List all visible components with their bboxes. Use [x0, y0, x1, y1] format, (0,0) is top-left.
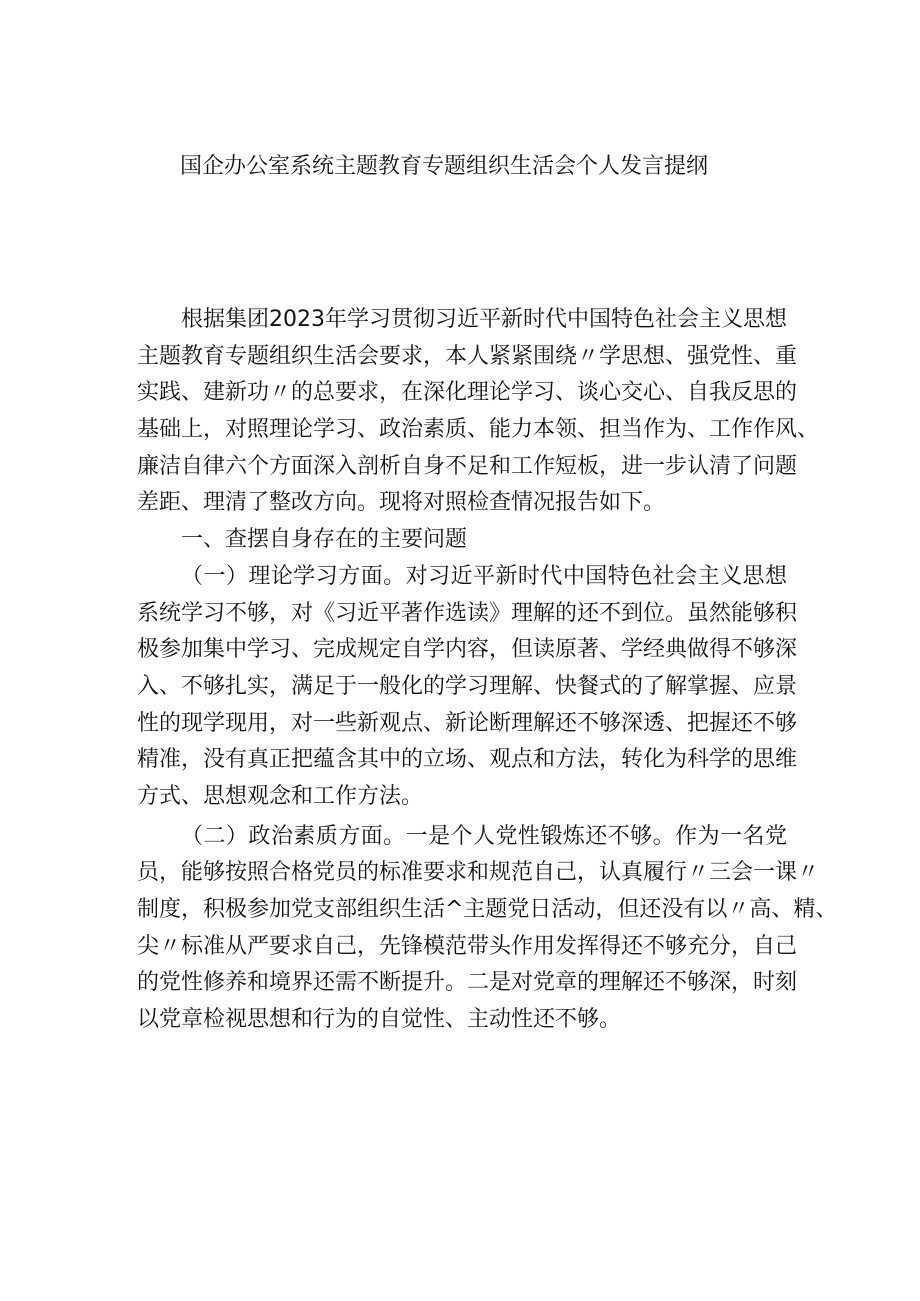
text-line: 主题教育专题组织生活会要求，本人紧紧围绕〃学思想、强党性、重 [137, 343, 798, 369]
document-title: 国企办公室系统主题教育专题组织生活会个人发言提纲 [180, 154, 709, 179]
paragraph-intro [137, 302, 820, 522]
text-line: 系统学习不够，对《习近平著作选读》理解的还不到位。虽然能够积 [137, 600, 798, 626]
paragraph-political-quality [137, 819, 838, 1039]
text-line: 实践、建新功〃的总要求，在深化理论学习、谈心交心、自我反思的 [137, 380, 798, 406]
text-line: 入、不够扎实，满足于一般化的学习理解、快餐式的了解掌握、应景 [137, 673, 798, 699]
text-line: 制度，积极参加党支部组织生活^主题党日活动，但还没有以〃高、精、 [137, 897, 838, 922]
text-line: 性的现学现用，对一些新观点、新论断理解还不够深透、把握还不够 [137, 710, 798, 736]
text-line: 基础上，对照理论学习、政治素质、能力本领、担当作为、工作作风、 [137, 417, 820, 443]
text-line: 根据集团2023年学习贯彻习近平新时代中国特色社会主义思想 [181, 307, 787, 332]
text-line: 差距、理清了整改方向。现将对照检查情况报告如下。 [137, 490, 666, 516]
paragraph-theory-study [137, 559, 798, 816]
section-heading [137, 522, 787, 559]
text-line: 一、查摆自身存在的主要问题 [181, 527, 468, 553]
text-line: （二）政治素质方面。一是个人党性锻炼还不够。作为一名党 [181, 823, 787, 849]
document-body [137, 302, 838, 1039]
text-line: 方式、思想观念和工作方法。 [137, 783, 424, 809]
text-line: （一）理论学习方面。对习近平新时代中国特色社会主义思想 [181, 563, 787, 589]
text-line: 极参加集中学习、完成规定自学内容，但读原著、学经典做得不够深 [137, 637, 798, 663]
text-line: 尖〃标准从严要求自己，先锋模范带头作用发挥得还不够充分，自己 [137, 933, 798, 959]
text-line: 的党性修养和境界还需不断提升。二是对党章的理解还不够深，时刻 [137, 970, 798, 996]
text-line: 廉洁自律六个方面深入剖析自身不足和工作短板，进一步认清了问题 [137, 453, 798, 479]
text-line: 精准，没有真正把蕴含其中的立场、观点和方法，转化为科学的思维 [137, 747, 798, 773]
text-line: 以党章检视思想和行为的自觉性、主动性还不够。 [137, 1007, 622, 1033]
text-line: 员，能够按照合格党员的标准要求和规范自己，认真履行〃三会一课〃 [137, 860, 820, 886]
